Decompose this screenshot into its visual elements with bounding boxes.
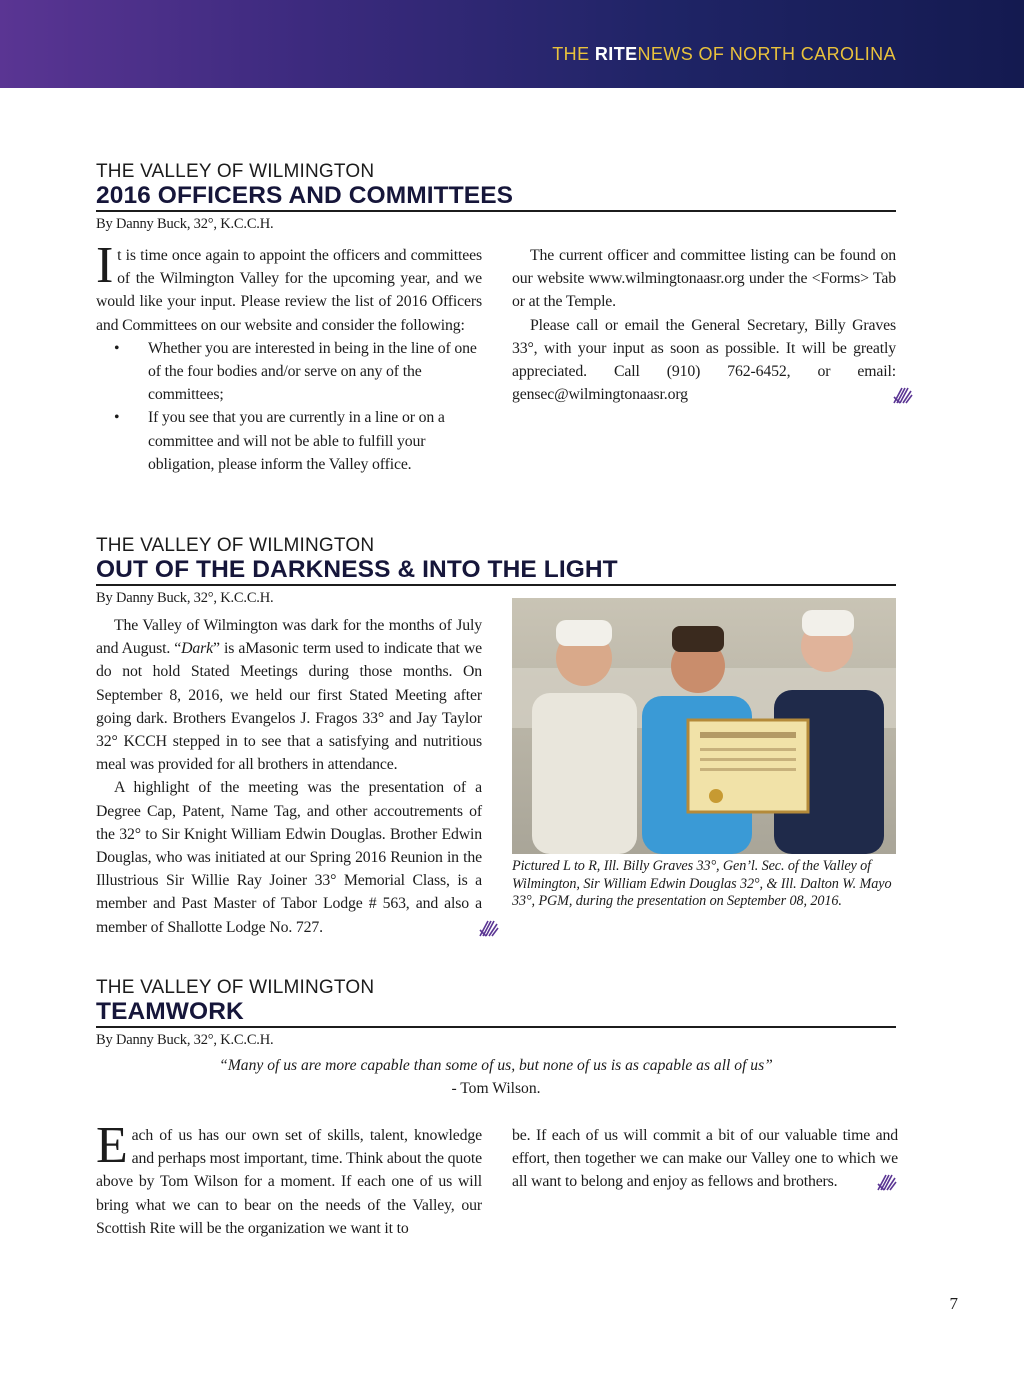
article-kicker: THE VALLEY OF WILMINGTON <box>96 535 375 556</box>
presentation-photo <box>512 598 896 854</box>
article-paragraph: Each of us has our own set of skills, talent, knowledge and perhaps most important, time. Think about the quote above by Tom Wilson for a moment. If each one of us will bring what we can to bear on the needs of the Valley, our Scottish Rite will be the organization we want it to <box>96 1117 482 1237</box>
article-title: OUT OF THE DARKNESS & INTO THE LIGHT <box>96 556 896 586</box>
quote-text: “Many of us are more capable than some of us, but none of us is as capable as all of us” <box>219 1057 773 1074</box>
article-byline: By Danny Buck, 32°, K.C.C.H. <box>96 590 274 606</box>
photo-caption: Pictured L to R, Ill. Billy Graves 33°, Gen’l. Sec. of the Valley of Wilmington, Sir William Edwin Douglas 32°, & Ill. Dalton W. Mayo 33°, PGM, during the presentation on September 08, 2016. <box>512 858 892 910</box>
drop-cap: E <box>96 1117 128 1174</box>
quote-author: - Tom Wilson. <box>451 1080 541 1097</box>
article-teamwork-header <box>96 978 896 1050</box>
article-byline: By Danny Buck, 32°, K.C.C.H. <box>96 1032 274 1048</box>
article-byline: By Danny Buck, 32°, K.C.C.H. <box>96 216 274 232</box>
article-kicker: THE VALLEY OF WILMINGTON <box>96 161 375 182</box>
page-number: 7 <box>949 1294 958 1313</box>
article-teamwork-column-right <box>512 1124 898 1194</box>
scottish-rite-end-mark-icon <box>876 1172 898 1192</box>
list-item: • If you see that you are currently in a line or on a committee and will not be able to fulfill your obligation, please inform the Valley office. <box>96 406 482 476</box>
article-officers-header <box>96 162 896 234</box>
article-officers-column-left <box>96 237 482 476</box>
article-paragraph: It is time once again to appoint the officers and committees of the Wilmington Valley for the upcoming year, and we would like your input. Please review the list of 2016 Officers and Committees on our website and consider the following: <box>96 237 482 334</box>
article-title: TEAMWORK <box>96 998 896 1028</box>
article-paragraph: A highlight of the meeting was the presentation of a Degree Cap, Patent, Name Tag, and other accoutrements of the 32° to Sir Knight William Edwin Douglas. Brother Edwin Douglas, who was initiated at our Spring 2016 Reunion in the Illustrious Sir Willie Ray Joiner 33° Memorial Class, is a member and Past Master of Tabor Lodge # 563, and also a member of Shallotte Lodge No. 727. <box>96 776 482 938</box>
article-paragraph: The Valley of Wilmington was dark for the months of July and August. “Dark” is aMasonic term used to indicate that we do not hold Stated Meetings during those months. On September 8, 2016, we held our first Stated Meeting after going dark. Brothers Evangelos J. Fragos 33° and Jay Taylor 32° KCCH stepped in to see that a satisfying and nutritious meal was provided for all brothers in attendance. <box>96 617 482 774</box>
article-paragraph: The current officer and committee listing can be found on our website www.wilmingtonaasr.org under the <Forms> Tab or at the Temple. <box>512 247 896 311</box>
list-item: • Whether you are interested in being in the line of one of the four bodies and/or serve on any of the committees; <box>96 337 482 407</box>
article-title: 2016 OFFICERS AND COMMITTEES <box>96 182 896 212</box>
article-paragraph: be. If each of us will commit a bit of our valuable time and effort, then together we can make our Valley one to which we all want to belong and enjoy as fellows and brothers. <box>512 1127 898 1191</box>
scottish-rite-end-mark-icon <box>874 385 896 405</box>
article-officers-column-right <box>512 244 896 406</box>
drop-cap: I <box>96 237 114 294</box>
pull-quote <box>96 1054 896 1100</box>
article-darkness-column <box>96 614 482 939</box>
article-teamwork-column-left <box>96 1117 482 1240</box>
article-paragraph: Please call or email the General Secretary, Billy Graves 33°, with your input as soon as possible. It will be greatly appreciated. Call (910) 762-6452, or email: gensec@wilmingtonaasr.org <box>512 314 896 407</box>
bullet-list <box>96 337 482 476</box>
masthead-title: THE RITENEWS OF NORTH CAROLINA <box>552 44 896 64</box>
article-kicker: THE VALLEY OF WILMINGTON <box>96 977 375 998</box>
scottish-rite-end-mark-icon <box>460 918 482 938</box>
